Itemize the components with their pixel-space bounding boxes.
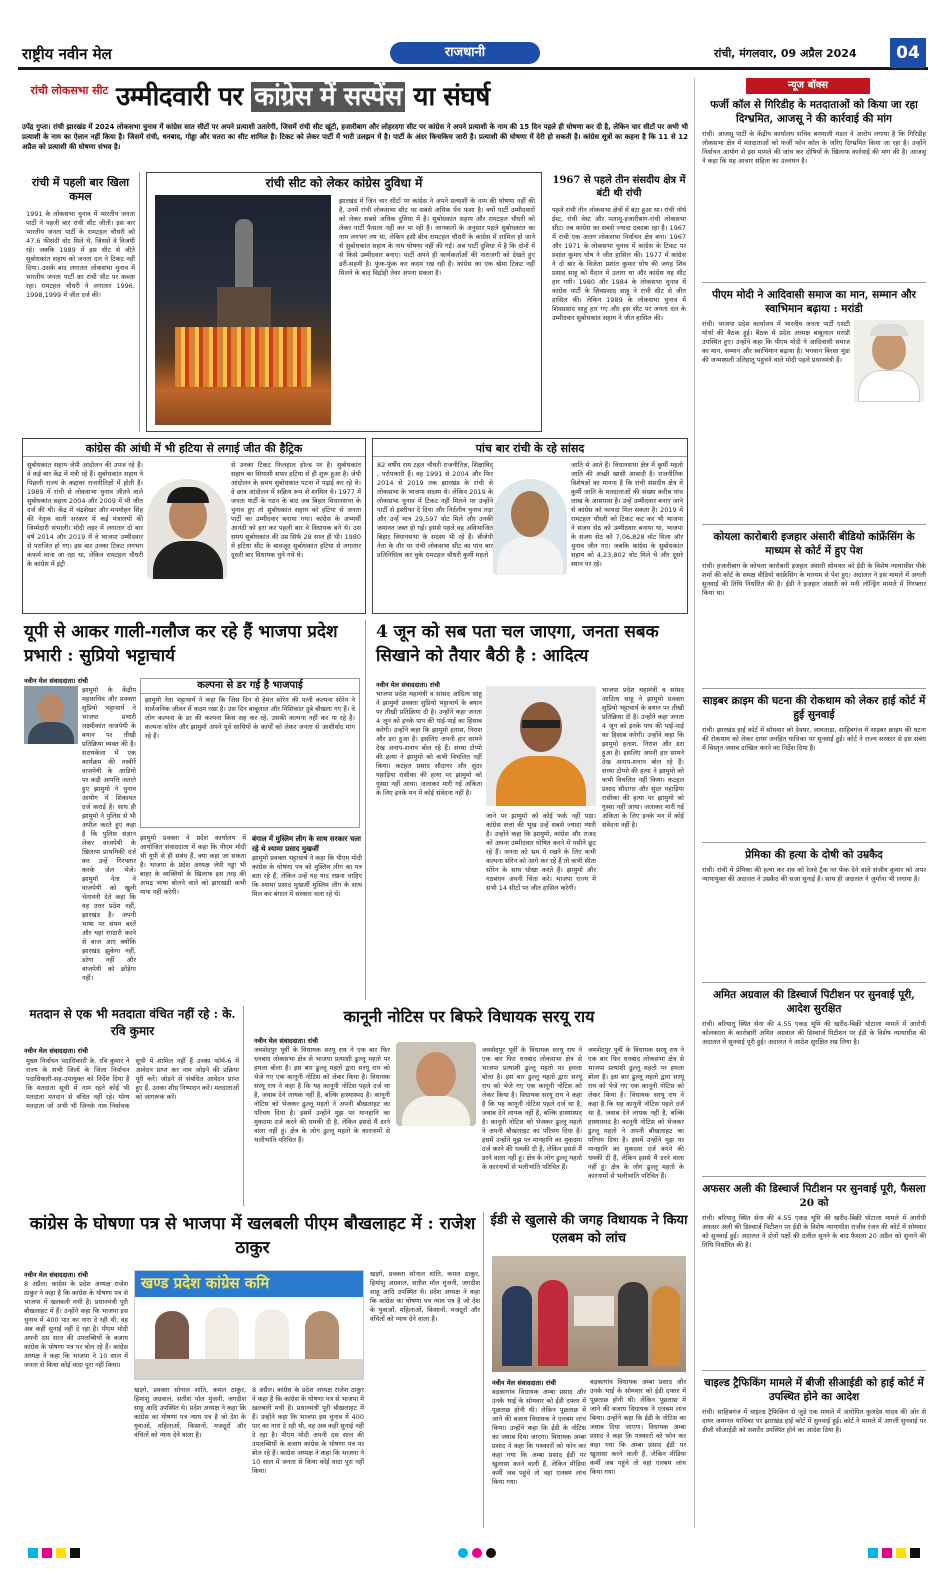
section-title: राजधानी (390, 42, 540, 64)
story-text-cont: झामुमो प्रवक्ता ने प्रदेश कार्यालय में आयोजित संवाददाता में कहा कि पीएम मोदी भी यूपी से ही संबंध हैं, क्या कहा जा सकता है। भाजपा के प्रदेश अध्यक्ष जेपी नड्डा भी बाहर के व्यक्तियों के खिलाफ इस तरह की अभद्र भाषा बोलने वाले को झारखंडी कभी माफ नहीं करेगी। (140, 834, 246, 896)
story-title: कांग्रेस की आंधी में भी हटिया से लगाई जीत की हैट्रिक (23, 441, 365, 457)
story-text: भाजपा प्रदेश महामंत्री व सांसद आदित्य साहू ने झामुमो प्रवक्ता सुप्रियो भट्टाचार्य के बयान पर तीखी प्रतिक्रिया दी है। उन्होंने कहा जनता 4 जून को इनके पाप की पाई-पाई का हिसाब करेगी। उन्होंने कहा कि झामुमो हताश, निराश और डरा हुआ है। इसलिए अपनी हार सामने देख अनाप-शनाप बोल रहे हैं। संध्या टोप्पो की हत्या ने झामुमो को कभी विचलित नहीं किया। कटहल प्रसाद सौदागर और सुंदर पहाड़िया रासीका की हत्या पर झामुमो को गुस्सा नहीं आया। जलाकर मारी गई अंकिता के लिए इनके मन में कोई संवेदना नहीं है। (376, 690, 482, 797)
story-text: सुबोधकांत सहाय जेपी आंदोलन की उपज रहे हैं। वे कई बार केंद्र में मंत्री रहे हैं। सुबोधकांत सहाय ने पिछली राज्य के कद्दावर राजनीतिज्ञों में होती है। 1989 में रांची से लोकसभा चुनाव जीतने वाले सुबोधकांत सहाय 2004 और 2009 में भी जीत दर्ज की थी। केंद्र में चंद्रशेखर और मनमोहन सिंह की नेतृत्व वाली सरकार में कई मंत्रालयों की जिम्मेदारी संभाली। मोदी लहर में लगातार दो बार वर्ष 2014 और 2019 में वे भाजपा उम्मीदवार से पराजित हो गए। इस बार उनका टिकट लगभग कंफर्म माना जा रहा था, लेकिन रामटहल चौधरी के कांग्रेस में इंट्री (27, 461, 143, 568)
story-text-cont-2: भाजपा प्रदेश महामंत्री व सांसद आदित्य साहू ने झामुमो प्रवक्ता सुप्रियो भट्टाचार्य के बयान पर तीखी प्रतिक्रिया दी है। उन्होंने कहा जनता 4 जून को इनके पाप की पाई-पाई का हिसाब करेगी। उन्होंने कहा कि झामुमो हताश, निराश और डरा हुआ है। इसलिए अपनी हार सामने देख अनाप-शनाप बोल रहे हैं। संध्या टोप्पो की हत्या ने झामुमो को कभी विचलित नहीं किया। कटहल प्रसाद सौदागर और सुंदर पहाड़िया रासीका की हत्या पर झामुमो को गुस्सा नहीं आया। जलाकर मारी गई अंकिता के लिए इनके मन में कोई संवेदना नहीं है। (602, 686, 684, 829)
story-supriyo (22, 620, 366, 1000)
story-before-1967 (550, 172, 688, 432)
sidebar-item-text: रांची। रांची में प्रेमिका की हत्या कर शव को रेलवे ट्रैक पर फेंक देने वाले संजीव कुमार को अपर न्यायायुक्त की अदालत ने उम्रकैद की सजा सुनाई है। साथ ही अदालत ने जुर्माना भी लगाया है। (702, 866, 926, 883)
story-headline: मतदान से एक भी मतदाता वंचित नहीं रहे : के. रवि कुमार (29, 1007, 236, 1038)
portrait-photo (854, 320, 924, 402)
press-conference-photo (134, 1270, 364, 1380)
news-box-label: न्यूज बॉक्स (746, 78, 870, 94)
story-saryu-roy (250, 1006, 688, 1206)
story-byline: नवीन मेल संवाददाता। रांची (254, 1037, 318, 1045)
story-byline: नवीन मेल संवाददाता। रांची (24, 1271, 88, 1279)
story-text-cont-3: खड़गे, प्रवक्ता सोनाल शांति, कमल ठाकुर, हिमांशु अग्रवाल, सतीश पॉल मुंजनी, जगदीश साहू आदि उपस्थित थे। प्रदेश अध्यक्ष ने कहा कि कांग्रेस का घोषणा पत्र न्याय पत्र है जो देश के युवाओं, महिलाओं, किसानों, मजदूरों और वंचितों को न्याय देने वाला है। (370, 1270, 480, 1323)
story-ravi-kumar (22, 1006, 244, 1206)
sub-story-box (140, 678, 360, 828)
sidebar-item-title: प्रेमिका की हत्या के दोषी को उम्रकैद (745, 849, 883, 861)
sidebar-item-text: रांची। हजारीबाग के कोयला कारोबारी इजहार अंसारी सोमवार को ईडी के विशेष न्यायाधीश पीके शर्मा की कोर्ट के समक्ष वीडियो कांफ्रेंसिंग के माध्यम से पेश हुए। अदालत ने इस मामले में अगली सुनवाई की तिथि निर्धारित की है। ईडी ने इजहार अंसारी को मनी लॉन्ड्रिंग मामले में गिरफ्तार किया था। (702, 562, 926, 597)
black-swatch (70, 1548, 80, 1558)
story-text-cont: बड़कागांव विधायक अम्बा प्रसाद और उनके भाई के सोमवार को ईडी दफ्तर में पूछताछ होनी थी। लेकिन पूछताछ में जाने की बजाय विधायक ने एलबम लांच किया। उन्होंने कहा कि ईडी के नोटिस का जवाब दिया जाएगा। विधायक अम्बा प्रसाद ने कहा कि पत्रकारों को फोन कर कहा गया कि अम्बा प्रसाद ईडी पर खुलासा करने वाली हैं, लेकिन मीडिया कर्मी जब पहुंचे तो वहां एलबम लांच किया गया। (590, 1378, 686, 1476)
lead-headline-part1: उम्मीदवारी पर (116, 82, 252, 112)
story-aditya (372, 620, 688, 1000)
cyan-swatch (28, 1548, 38, 1558)
sidebar-item-title: फर्जी कॉल से गिरिडीह के मतदाताओं को किया जा रहा दिग्भ्रमित, आजसू ने की कार्रवाई की मांग (710, 99, 918, 125)
portrait-photo (24, 686, 78, 744)
story-text-cont: खड़गे, प्रवक्ता सोनाल शांति, कमल ठाकुर, हिमांशु अग्रवाल, सतीश पॉल मुंजनी, जगदीश साहू आदि उपस्थित थे। प्रदेश अध्यक्ष ने कहा कि कांग्रेस का घोषणा पत्र न्याय पत्र है जो देश के युवाओं, महिलाओं, किसानों, मजदूरों और वंचितों को न्याय देने वाला है। (134, 1386, 246, 1439)
sidebar-item-title: अफसर अली की डिस्चार्ज पिटीशन पर सुनवाई पूरी, फैसला 20 को (702, 1183, 926, 1209)
story-first-win (22, 172, 140, 432)
magenta-swatch (882, 1548, 892, 1558)
lead-intro: उपेंद्र गुप्ता। रांची झारखंड में 2024 लोकसभा चुनाव में कांग्रेस सात सीटों पर अपने प्रत्याशी उतारेगी, जिसमें रांची सीट खूंटी, हजारीबाग और लोहरदगा सीट पर कांग्रेस ने अपने प्रत्याशी के नाम की 15 दिन पहले ही घोषणा कर दी है, लेकिन चार सीटों पर अभी भी प्रत्याशी के नाम का ऐलान नहीं किया है। जिसमें रांची, धनबाद, गोड्डा और चतरा का सीट शामिल है। टिकट को लेकर पार्टी में भारी उलझन में है। पार्टी के अंदर किचकिच जारी है। प्रत्याशी की घोषणा में देरी हो सकती है। कांग्रेस सूत्रों का कहना है कि 11 से 12 अप्रैल को प्रत्याशी की घोषणा संभव है। (22, 123, 688, 151)
sidebar-item-title: चाइल्ड ट्रैफिकिंग मामले में बीजी सीआईडी को हाई कोर्ट में उपस्थित होने का आदेश (704, 1377, 924, 1403)
page-number: 04 (890, 38, 926, 68)
portrait-photo (486, 686, 596, 806)
portrait-photo (493, 479, 567, 575)
photo-banner-text: खण्ड प्रदेश कांग्रेस कमि (141, 1274, 270, 1292)
story-text: 8 अप्रैल। कांग्रेस के प्रदेश अध्यक्ष राजेश ठाकुर ने कहा है कि कांग्रेस के घोषणा पत्र से भाजपा में खलबली मची है। प्रधानमंत्री पूरी बौखलाहट में हैं। उन्होंने कहा कि भाजपा इस चुनाव में 400 पार का नारा दे रही थी, वह अब कहीं सुनाई नहीं दे रहा है। पीएम मोदी अपनी दस साल की उपलब्धियों के बजाय कांग्रेस के घोषणा पत्र पर बोल रहे हैं। कांग्रेस अध्यक्ष ने कहा कि भाजपा ने 10 साल में जनता से किया कोई वादा पूरा नहीं किया। (24, 1280, 128, 1369)
sidebar-divider (702, 1176, 926, 1177)
sidebar-item-text: रांची। भाजपा प्रदेश कार्यालय में भारतीय जनता पार्टी एसटी मोर्चा की बैठक हुई। बैठक में प्रदेश अध्यक्ष बाबूलाल मरांडी उपस्थित हुए। उन्होंने कहा कि पीएम मोदी ने आदिवासी समाज का मान, सम्मान और स्वाभिमान बढ़ाया है। भगवान बिरसा मुंडा की जन्मस्थली उलिहातू पहुंचने वाले मोदी पहले प्रधानमंत्री हैं। (702, 320, 850, 364)
sidebar-divider (702, 982, 926, 983)
story-byline: नवीन मेल संवाददाता। रांची (376, 681, 440, 689)
story-hatrick (22, 438, 366, 614)
sidebar-item-text: रांची। बरियातू स्थित सेना की 4.55 एकड़ भूमि की खरीद-बिक्री घोटाला मामले में आरोपी कोलकाता के कारोबारी अमित अग्रवाल की डिस्चार्ज पिटीशन पर ईडी के विशेष न्यायाधीश की अदालत में सुनवाई पूरी हुई। अदालत ने आदेश सुरक्षित रख लिया है। (702, 1020, 926, 1046)
print-registration-bar (18, 1548, 928, 1558)
story-title: 1967 से पहले तीन संसदीय क्षेत्र में बंटी थी रांची (552, 175, 686, 199)
sidebar-divider (702, 1370, 926, 1371)
sub-story-text: झामुमो नेता भट्टाचार्य ने कहा कि जिस दिन से हेमंत सोरेन की पत्नी कल्पना सोरेन ने सार्वजनिक जीवन में कदम रखा है। उस दिन बाबूलाल और निशिकांत दुबे बौखला गए हैं। वे लोग कल्पना के डर की कल्पना किस सह कर रहे, उसकी कल्पना नहीं कर पा रहे हैं। कल्पना सोरेन और झामुमो अपने पूर्व साथियों के कार्यों को लेकर जनता से आशीर्वाद मांग रहे हैं। (145, 696, 355, 740)
story-text: मुख्य निर्वाचन पदाधिकारी के. रवि कुमार ने राज्य के सभी जिलों के जिला निर्वाचन पदाधिकारी-सह-उपायुक्त को निर्देश दिया है कि मतदाता सूची में नाम रहते कोई भी मतदाता मतदान से वंचित नहीं रहे। योग्य मतदाता जो अभी भी जिनके नाम निर्वाचक सूची में शामिल नहीं हैं उनका फॉर्म-6 में आवेदन प्राप्त कर नाम जोड़ने की प्रक्रिया पूरी करें। जोड़ने से संबंधित आवेदन प्राप्त हुए हैं, उनका शीघ्र निष्पादन करें। मतदाताओं को जागरूक करें। (26, 1057, 239, 1110)
story-text: जमशेदपुर पूर्वी के विधायक सरयू राय ने एक बार फिर धनबाद लोकसभा क्षेत्र से भाजपा प्रत्याशी ढुल्लू महतो पर हमला बोला है। इस बार ढुल्लू महतो द्वारा सरयू राय को भेजे गए एक कानूनी नोटिस को लेकर किया है। विधायक सरयू राय ने कहा है कि यह कानूनी नोटिस पहले दर्ज था है, जवाब देने लायक नहीं है, बल्कि हास्यास्पद है। कानूनी नोटिस को भेजकर ढुल्लू महतो ने अपनी बौखलाहट का परिचय दिया है। इसमें उन्होंने मुझ पर मानहानि का मुकदमा दर्ज करने की धमकी दी है, लेकिन इससे मैं डरने वाला नहीं हूं। क्षेत्र के लोग ढुल्लू महतो के कारनामों से भलीभांति परिचित हैं। (254, 1046, 390, 1144)
story-text: बड़कागांव विधायक अम्बा प्रसाद और उनके भाई के सोमवार को ईडी दफ्तर में पूछताछ होनी थी। लेकिन पूछताछ में जाने की बजाय विधायक ने एलबम लांच किया। उन्होंने कहा कि ईडी के नोटिस का जवाब दिया जाएगा। विधायक अम्बा प्रसाद ने कहा कि पत्रकारों को फोन कर कहा गया कि अम्बा प्रसाद ईडी पर खुलासा करने वाली हैं, लेकिन मीडिया कर्मी जब पहुंचे तो वहां एलबम लांच किया गया। (492, 1388, 586, 1486)
sidebar-item-title: साइबर क्राइम की घटना की रोकथाम को लेकर हाई कोर्ट में हुई सुनवाई (702, 695, 926, 721)
portrait-photo (396, 1042, 476, 1126)
story-byline: नवीन मेल संवाददाता। रांची (24, 1047, 88, 1055)
column-divider (694, 78, 695, 1528)
sidebar-divider (702, 842, 926, 843)
story-text: झारखंड में जिन चार सीटों पर कांग्रेस ने अपने प्रत्याशी के नाम की घोषणा नहीं की है, उनमें रांची लोकसभा सीट पर सबसे अधिक पेंच फंसा है। क्यों पार्टी उम्मीदवारों को लेकर सबसे अधिक दुविधा में है। सुबोधकांत सहाय और रामटहल चौधरी को लेकर पार्टी फैसला नहीं कर पा रही है। जानकारों के अनुसार पहले सुबोधकांत का नाम लगभग तय था, लेकिन इसी बीच रामटहल चौधरी के कांग्रेस में शामिल हो जाने से सुबोधकांत सहाय के नाम घोषणा नहीं की गई। अब पार्टी दुविधा में है कि दोनों में से किसे उम्मीदवार बनाए। पार्टी अपने ही कार्यकर्ताओं की नाराजगी को देखते हुए डरी-सहमी है। फूंक-फूंक कर कदम रख रही है। कांग्रेस का एक खेमा टिकट नहीं मिलने के बाद विद्रोही तेवर अपना सकता है। (339, 197, 535, 277)
story-text: पहले रांची तीन लोकसभा क्षेत्रों में बंटा हुआ था। रांची नॉर्थ ईस्ट, रांची वेस्ट और पलामू-हजारीबाग-रांची लोकसभा सीट। तब कांग्रेस का सबसे ज्यादा दबदबा रहा है। 1967 में रांची एक अलग लोकसभा निर्वाचन क्षेत्र बना। 1967 और 1971 के लोकसभा चुनाव में कांग्रेस के टिकट पर प्रशांत कुमार घोष ने जीत हासिल की। 1977 में कांग्रेस ने दो बार के विजेता प्रशांत कुमार घोष की जगह शिव प्रसाद साहू को मैदान में उतारा था और कांग्रेस यह सीट हार गयी। 1980 और 1984 के लोकसभा चुनाव में कांग्रेस पार्टी के शिवप्रसाद साहू ने रांची सीट से जीत हासिल की। लेकिन 1989 के लोकसभा चुनाव में शिवप्रसाद साहू हार गए और इस सीट पर जनता दल के उम्मीदवार सुबोधकांत सहाय ने जीत हासिल की। (552, 206, 686, 322)
newspaper-brand: राष्ट्रीय नवीन मेल (22, 45, 112, 63)
sidebar-divider (702, 688, 926, 689)
story-text: जाति से आते हैं। विधानसभा क्षेत्र में कुर्मी महतो जाति की अच्छी खासी आबादी है। राजनीतिक विशेषज्ञों का मानना है कि रांची संसदीय क्षेत्र में कुर्मी जाति के मतदाताओं की संख्या करीब पांच लाख के आसपास है। उन्हें उम्मीदवार बनाए जाने से कांग्रेस को फायदा मिल सकता है। 2019 में रामटहल चौधरी को टिकट कट कर भी भाजपा ने संजय सेठ को उम्मीदवार बनाया था, भाजपा के संजय सेठ को 7,06,828 वोट मिला और चुनाव जीत गए। जबकि कांग्रेस के सुबोधकांत सहाय को 4,23,802 वोट मिले थे और दूसरे स्थान पर रहे। (571, 461, 683, 568)
album-launch-photo (492, 1256, 686, 1372)
story-headline: 4 जून को सब पता चल जाएगा, जनता सबक सिखाने को तैयार बैठी है : आदित्य (376, 622, 659, 666)
story-headline: यूपी से आकर गाली-गलौज कर रहे हैं भाजपा प्रदेश प्रभारी : सुप्रियो भट्टाचार्य (24, 622, 338, 666)
story-dilemma (146, 172, 542, 432)
sidebar-item-text: रांची। बरियातू स्थित सेना की 4.55 एकड़ भूमि की खरीद-बिक्री घोटाला मामले में आरोपी अफसर अली की डिस्चार्ज पिटीशन पर ईडी के विशेष न्यायाधीश राजीव रंजन की कोर्ट में सोमवार को सुनवाई हुई। अदालत ने दोनों पक्षों की दलील सुनने के बाद फैसला 20 अप्रैल को सुनाने की तिथि निर्धारित की है। (702, 1214, 926, 1249)
sidebar-item-text: रांची। आजसू पार्टी के केंद्रीय कार्यालय सचिव बनमाली मंडल ने आरोप लगाया है कि गिरिडीह लोकसभा क्षेत्र में मतदाताओं को फर्जी फोन कॉल के जरिए दिग्भ्रमित किया जा रहा है। उन्होंने निर्वाचन आयोग से इस मामले की जांच कर दोषियों के खिलाफ कार्रवाई की मांग की है। आजसू ने कहा कि यह आचार संहिता का उल्लंघन है। (702, 130, 926, 165)
portrait-photo (147, 479, 227, 579)
story-text: झामुमो के केंद्रीय महासचिव और प्रवक्ता सुप्रियो भट्टाचार्य ने भाजपा प्रभारी लक्ष्मीकांत वाजपेयी के बयान पर तीखी प्रतिक्रिया व्यक्त की है। सरायकेला में एक कार्यक्रम की तस्वीरें वाजपेयी के आडियो पर कड़ी आपत्ति जताते हुए झामुमो ने चुनाव आयोग में शिकायत दर्ज कराई है। साथ ही झामुमो ने पुलिस से भी अपील करते हुए कहा है कि पुलिस संज्ञान लेकर वाजपेयी के खिलाफ प्राथमिकी दर्ज कर उन्हें गिरफ्तार करके जेल भेजे। झामुमो नेता ने वाजपेयी को खुली चेतावनी देते कहा कि वह उत्तर प्रदेश नहीं, झारखंड है। अपनी भाषा पर संयम बरतें और यहां रंगदारी करने से बाज आएं क्योंकि झारखंड झुकेगा नहीं, डरेगा नहीं और वाजपेयी को छोड़ेगा नहीं। (82, 686, 136, 982)
story-byline: नवीन मेल संवाददाता। रांची (492, 1379, 556, 1387)
story-rajesh-thakur (22, 1212, 484, 1528)
story-headline: कानूनी नोटिस पर बिफरे विधायक सरयू राय (343, 1007, 595, 1026)
story-text-cont-2: जमशेदपुर पूर्वी के विधायक सरयू राय ने एक बार फिर धनबाद लोकसभा क्षेत्र से भाजपा प्रत्याशी ढुल्लू महतो पर हमला बोला है। इस बार ढुल्लू महतो द्वारा सरयू राय को भेजे गए एक कानूनी नोटिस को लेकर किया है। विधायक सरयू राय ने कहा है कि यह कानूनी नोटिस पहले दर्ज था है, जवाब देने लायक नहीं है, बल्कि हास्यास्पद है। कानूनी नोटिस को भेजकर ढुल्लू महतो ने अपनी बौखलाहट का परिचय दिया है। इसमें उन्होंने मुझ पर मानहानि का मुकदमा दर्ज करने की धमकी दी है, लेकिन इससे मैं डरने वाला नहीं हूं। क्षेत्र के लोग ढुल्लू महतो के कारनामों से भलीभांति परिचित हैं। (588, 1046, 684, 1180)
sidebar-divider (702, 282, 926, 283)
sidebar-item-text: रांची। साहिबगंज में चाइल्ड ट्रैफिकिंग से जुड़े एक मामले में आरोपित कुलदेव यादव की ओर से दायर जमानत याचिका पर झारखंड हाई कोर्ट में सुनवाई हुई। कोर्ट ने मामले में अगली सुनवाई पर डीजी सीआईडी को सशरीर उपस्थित होने का आदेश दिया है। (702, 1408, 926, 1434)
cyan-swatch (868, 1548, 878, 1558)
sub-story-title: कल्पना से डर गई है भाजपाई (141, 679, 359, 694)
magenta-swatch (42, 1548, 52, 1558)
sub-story-title: बंगाल में मुस्लिम लीग के साथ सरकार चला रहे थे श्यामा प्रसाद मुखर्जी (252, 835, 361, 853)
sub-story-box-2 (252, 834, 362, 899)
lead-headline-part2: या संघर्ष (404, 82, 490, 112)
story-album (490, 1212, 688, 1528)
yellow-swatch (56, 1548, 66, 1558)
magenta-dot (472, 1548, 482, 1558)
story-text-cont-2: 8 अप्रैल। कांग्रेस के प्रदेश अध्यक्ष राजेश ठाकुर ने कहा है कि कांग्रेस के घोषणा पत्र से भाजपा में खलबली मची है। प्रधानमंत्री पूरी बौखलाहट में हैं। उन्होंने कहा कि भाजपा इस चुनाव में 400 पार का नारा दे रही थी, वह अब कहीं सुनाई नहीं दे रहा है। पीएम मोदी अपनी दस साल की उपलब्धियों के बजाय कांग्रेस के घोषणा पत्र पर बोल रहे हैं। कांग्रेस अध्यक्ष ने कहा कि भाजपा ने 10 साल में जनता से किया कोई वादा पूरा नहीं किया। (252, 1386, 364, 1475)
story-title: रांची सीट को लेकर कांग्रेस दुविधा में (265, 176, 423, 190)
story-text: 82 वर्षीय राम टहल चौधरी राजनीतिज्ञ, शिक्षाविद् , परोपकारी हैं। वह 1991 से 2004 और फिर 2014 से 2019 तक झारखंड के रांची से लोकसभा के भाजपा सदस्य थे। लेकिन 2019 के लोकसभा चुनाव में टिकट नहीं मिलने पर उन्होंने पार्टी से इस्तीफा दे दिया और निर्दलीय चुनाव लड़ा और उन्हें मात्र 29,597 वोट मिले और उनकी जमानत जब्त हो गई। इससे पहले वह अविभाजित बिहार विधानसभा के सदस्य भी रहे हैं। बीजेपी नेता के तौर पर रांची लोकसभा सीट का पांच बार प्रतिनिधित्व कर चुके रामटहल चौधरी कुर्मी महतो (377, 461, 493, 559)
story-headline: ईडी से खुलासे की जगह विधायक ने किया एलबम को लांच (490, 1213, 688, 1246)
issue-date: रांची, मंगलवार, 09 अप्रैल 2024 (714, 47, 857, 60)
story-text: 1991 के लोकसभा चुनाव में भारतीय जनता पार्टी ने पहली बार रांची सीट जीती। इस बार भारतीय जनता पार्टी के रामटहल चौधरी को 47.6 फीसदी वोट मिले थे, जिससे वे विजयी रहे। जबकि 1989 में इस सीट से जीते सुबोधकांत सहाय को जनता दल ने टिकट नहीं दिया। उसके बाद लगातार लोकसभा चुनाव में भारतीय जनता पार्टी का रांची सीट पर कब्जा रहा। रामटहल चौधरी ने लगातार 1996, 1998,1999 में जीत दर्ज की। (26, 210, 135, 299)
story-headline: कांग्रेस के घोषणा पत्र से भाजपा में खलबली पीएम बौखलाहट में : राजेश ठाकुर (29, 1214, 476, 1258)
statue-photo (155, 195, 331, 425)
story-title: पांच बार रांची के रहे सांसद (373, 441, 687, 457)
cyan-dot (458, 1548, 468, 1558)
yellow-swatch (896, 1548, 906, 1558)
story-five-times (372, 438, 688, 614)
sidebar-divider (702, 524, 926, 525)
masthead (18, 38, 928, 70)
story-text-cont: जाने पर झामुमो को कोई फर्क नहीं पड़ा। कांग्रेस सत्ता की भूख उन्हें सबसे ज्यादा प्यारी है। उन्होंने कहा कि झामुमो, कांग्रेस और राजद को अपना उम्मीदवार घोषित करने में पसीने छूट रहे हैं। जनता को भ्रम में रखने के लिए कभी कल्पना सोरेन को आगे कर रहे हैं तो कभी सीता सोरेन के साथ धोखा करते हैं। झामुमो और गठबंधन अपनी चिंता करे। भाजपा राज्य में सभी 14 सीटों पर जीत हासिल करेगी। (486, 812, 596, 892)
sidebar-item-title: पीएम मोदी ने आदिवासी समाज का मान, सम्मान और स्वाभिमान बढ़ाया : मरांडी (712, 289, 916, 315)
story-byline: नवीन मेल संवाददाता। रांची (24, 677, 88, 685)
black-swatch (910, 1548, 920, 1558)
story-text-cont: जमशेदपुर पूर्वी के विधायक सरयू राय ने एक बार फिर धनबाद लोकसभा क्षेत्र से भाजपा प्रत्याशी ढुल्लू महतो पर हमला बोला है। इस बार ढुल्लू महतो द्वारा सरयू राय को भेजे गए एक कानूनी नोटिस को लेकर किया है। विधायक सरयू राय ने कहा है कि यह कानूनी नोटिस पहले दर्ज था है, जवाब देने लायक नहीं है, बल्कि हास्यास्पद है। कानूनी नोटिस को भेजकर ढुल्लू महतो ने अपनी बौखलाहट का परिचय दिया है। इसमें उन्होंने मुझ पर मानहानि का मुकदमा दर्ज करने की धमकी दी है, लेकिन इससे मैं डरने वाला नहीं हूं। क्षेत्र के लोग ढुल्लू महतो के कारनामों से भलीभांति परिचित हैं। (482, 1046, 582, 1171)
story-text: से उनका टिकट फिलहाल होल्ड पर है। सुबोधकांत सहाय का सियासी सफर हटिया से ही शुरू हुआ है। जेपी आंदोलन के समय सुबोधकांत पटना में पढ़ाई कर रहे थे। वे छात्र आंदोलन में सक्रिय रूप से शामिल थे। 1977 में जनता पार्टी के गठन के बाद जब बिहार विधानसभा के चुनाव हुए तो सुबोधकांत सहाय को हटिया से जनता पार्टी का उम्मीदवार बनाया गया। कांग्रेस के अभ्यर्थी आनंदी को हरा कर पहली बार वे विधायक बने थे। उस समय सुबोधकांत की उम्र सिर्फ 28 साल ही थी। 1980 में हटिया सीट के बावजूद सुबोधकांत हटिया से लगातार दूसरी बार विधायक चुने गये थे। (231, 461, 361, 559)
story-title: रांची में पहली बार खिला कमल (31, 176, 130, 203)
lead-tag: रांची लोकसभा सीट (30, 84, 108, 97)
sidebar-item-title: अमित अग्रवाल की डिस्चार्ज पिटीशन पर सुनवाई पूरी, आदेश सुरक्षित (713, 989, 915, 1015)
sidebar-item-text: रांची। झारखंड हाई कोर्ट में सोमवार को देवघर, जामताड़ा, साहिबगंज में साइबर क्राइम की घटना की रोकथाम को लेकर दायर जनहित याचिका पर सुनवाई हुई। कोर्ट ने राज्य सरकार से इस संबंध में विस्तृत जवाब दाखिल करने का निर्देश दिया है। (702, 726, 926, 752)
sidebar-item-title: कोयला कारोबारी इजहार अंसारी बीडियो कांफ्रेंसिंग के माध्यम से कोर्ट में हुए पेश (713, 531, 915, 557)
sub-story-text: झामुमो प्रवक्ता भट्टाचार्य ने कहा कि पीएम मोदी कांग्रेस के घोषणा पत्र को मुस्लिम लीग का पत्र बता रहे हैं, लेकिन उन्हें यह याद रखना चाहिए कि श्यामा प्रसाद मुखर्जी मुस्लिम लीग के साथ मिल कर बंगाल में सरकार चला रहे थे। (252, 854, 362, 898)
black-dot (486, 1548, 496, 1558)
lead-headline-highlight: कांग्रेस में सस्पेंस (251, 82, 405, 112)
newspaper-page (18, 38, 928, 1538)
lead-headline (116, 78, 688, 116)
